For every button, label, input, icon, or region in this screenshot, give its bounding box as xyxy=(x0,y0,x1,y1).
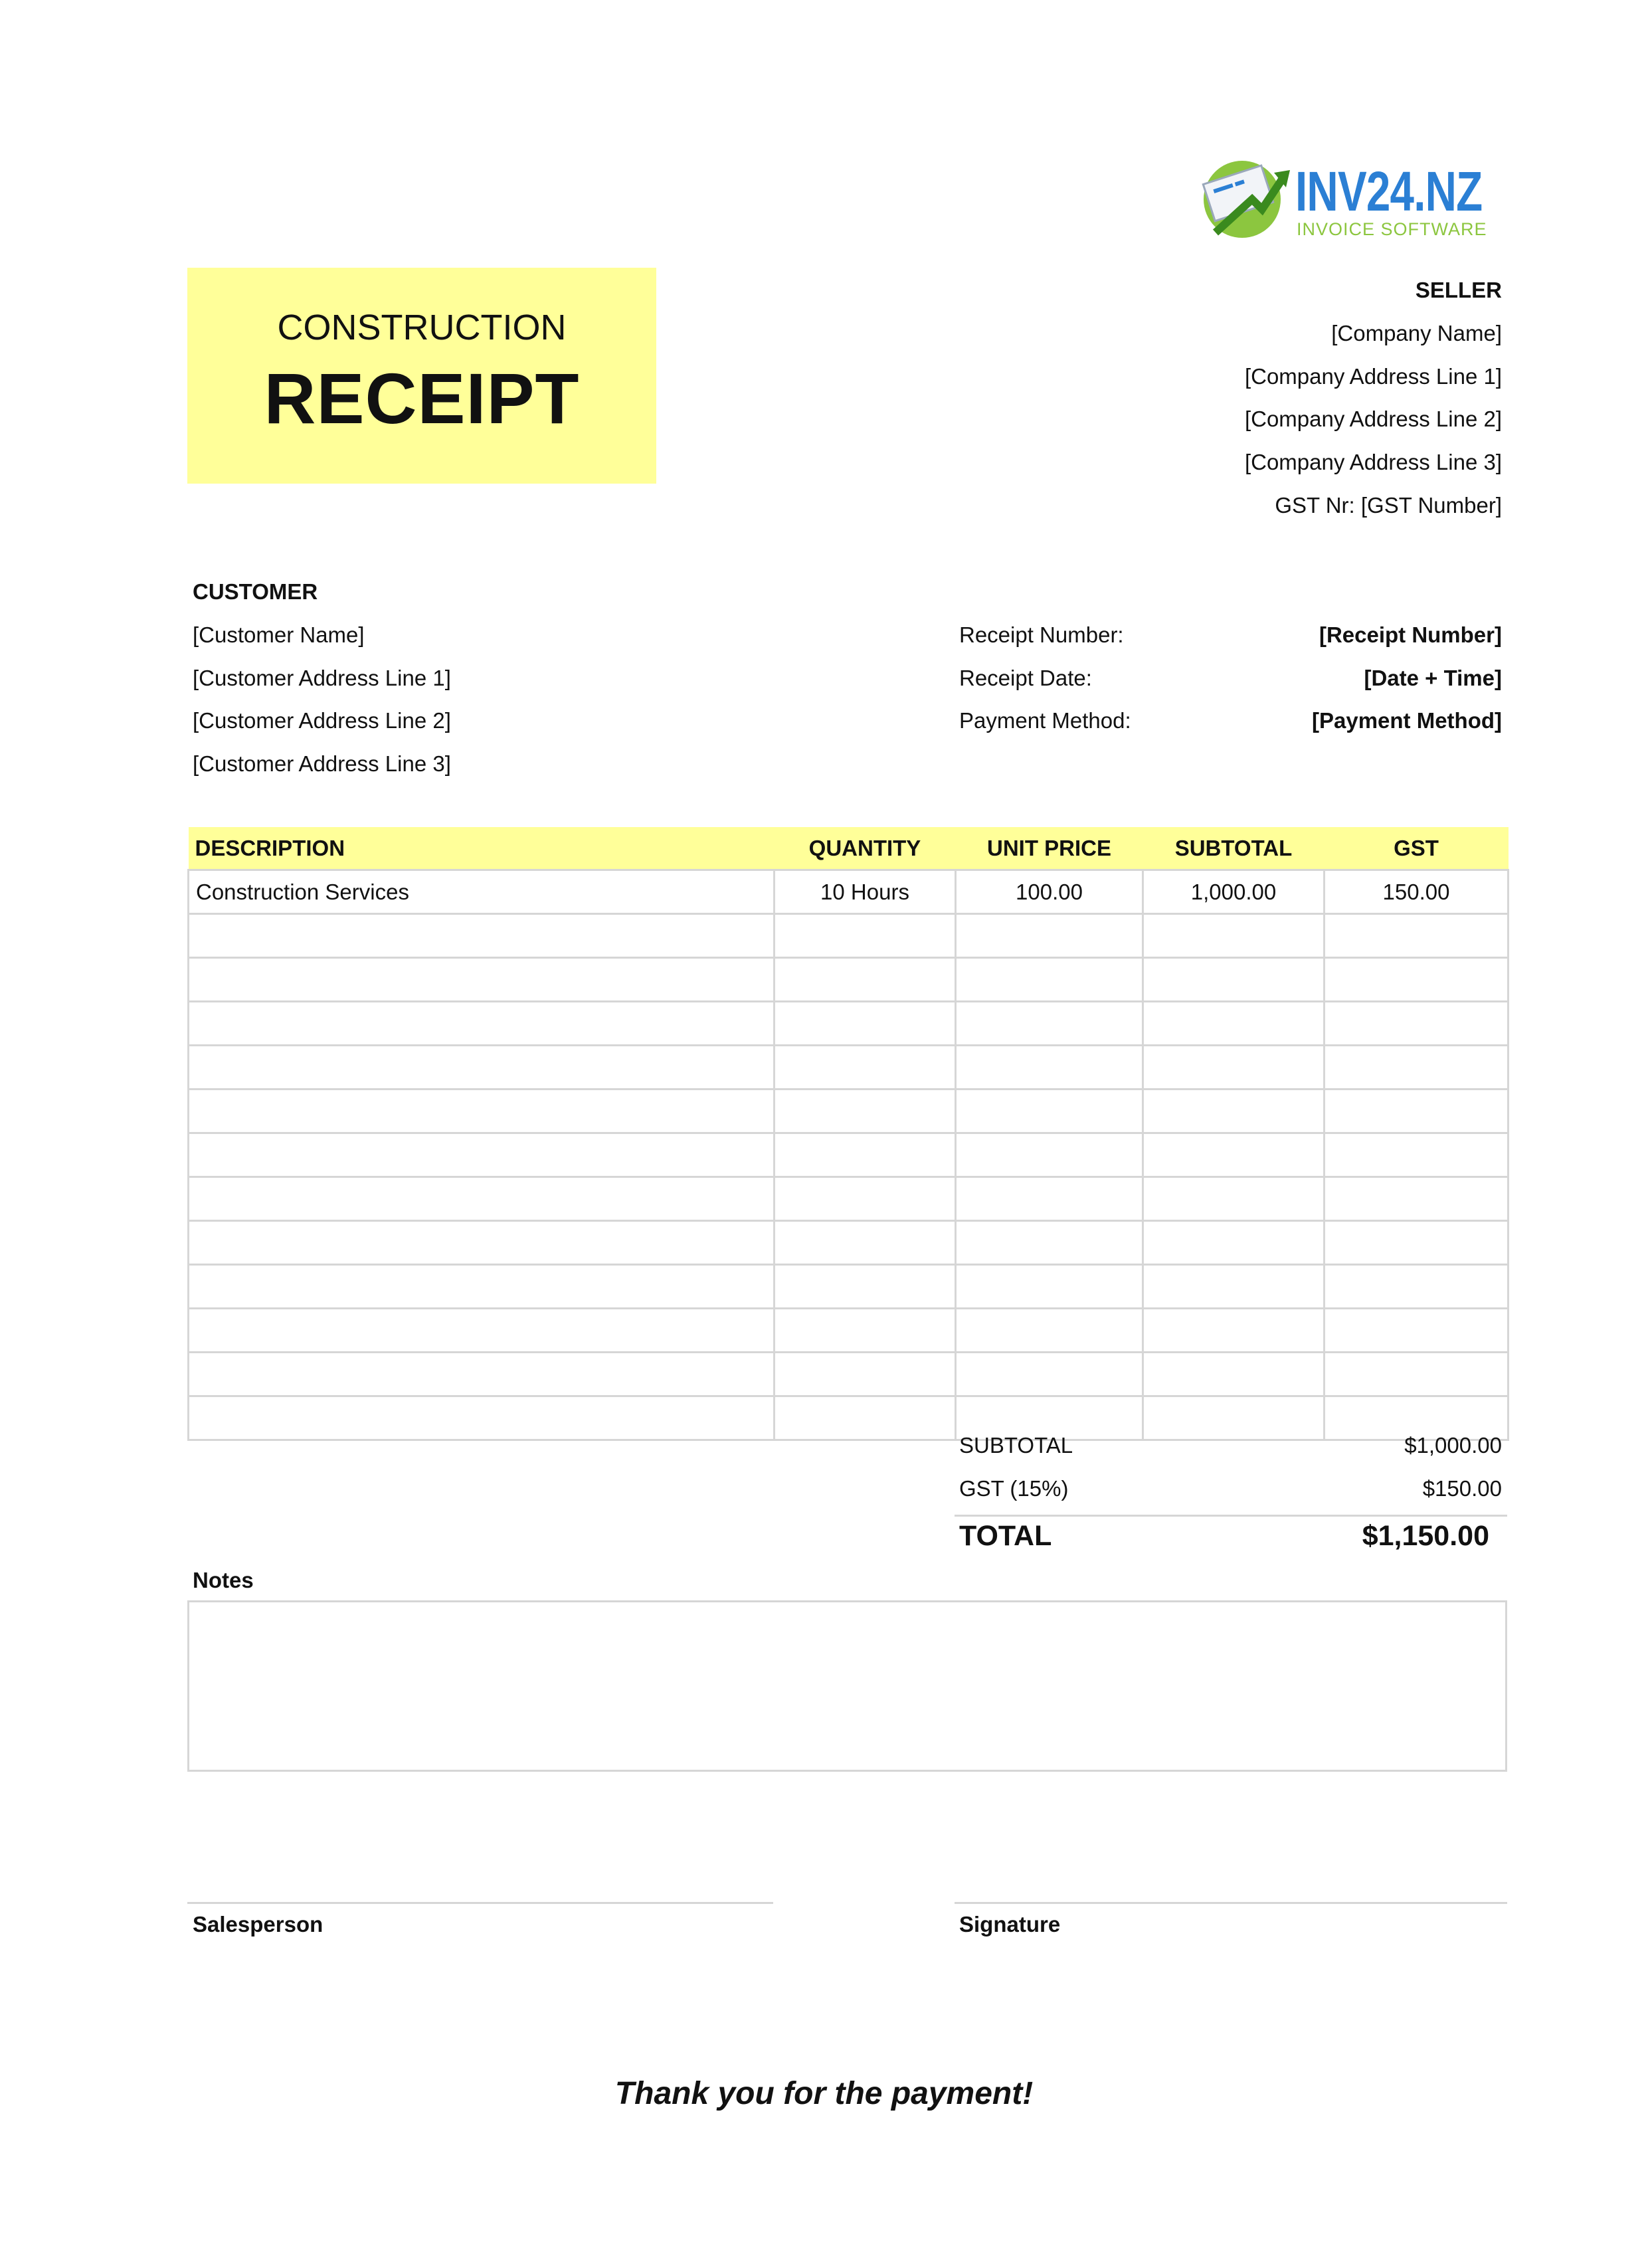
cell-subtotal xyxy=(1143,1221,1325,1265)
customer-name: [Customer Name] xyxy=(193,622,365,647)
cell-description xyxy=(189,1177,775,1221)
cell-description xyxy=(189,958,775,1002)
salesperson-line xyxy=(187,1902,773,1904)
cell-quantity xyxy=(775,1309,956,1353)
customer-heading: CUSTOMER xyxy=(193,579,318,604)
receipt-date-value: [Date + Time] xyxy=(1364,666,1502,690)
cell-quantity xyxy=(775,1265,956,1309)
cell-subtotal xyxy=(1143,1177,1325,1221)
subtotal-label: SUBTOTAL xyxy=(959,1433,1073,1458)
column-header-quantity: QUANTITY xyxy=(775,827,956,870)
customer-address-line-2: [Customer Address Line 2] xyxy=(193,708,451,733)
cell-subtotal xyxy=(1143,1133,1325,1177)
cell-subtotal xyxy=(1143,914,1325,958)
table-row-empty xyxy=(189,1265,1509,1309)
cell-gst xyxy=(1325,914,1509,958)
cell-gst xyxy=(1325,1046,1509,1089)
cell-quantity xyxy=(775,914,956,958)
cell-gst xyxy=(1325,1089,1509,1133)
cell-quantity xyxy=(775,1177,956,1221)
table-header-row xyxy=(189,827,1509,870)
cell-unit-price xyxy=(956,1089,1143,1133)
salesperson-label: Salesperson xyxy=(193,1912,323,1937)
payment-method-value: [Payment Method] xyxy=(1311,708,1502,733)
cell-gst: 150.00 xyxy=(1325,870,1509,914)
cell-gst xyxy=(1325,958,1509,1002)
seller-heading: SELLER xyxy=(1415,278,1502,302)
total-value: $1,150.00 xyxy=(1362,1520,1489,1552)
notes-label: Notes xyxy=(193,1568,254,1592)
cell-description xyxy=(189,1002,775,1046)
logo-wordmark: INV24.NZ xyxy=(1295,160,1483,223)
signature-label: Signature xyxy=(959,1912,1061,1937)
cell-quantity xyxy=(775,1353,956,1396)
cell-description xyxy=(189,1265,775,1309)
gst-label: GST (15%) xyxy=(959,1476,1069,1501)
cell-gst xyxy=(1325,1353,1509,1396)
cell-quantity xyxy=(775,1221,956,1265)
cell-quantity xyxy=(775,1046,956,1089)
receipt-number-label: Receipt Number: xyxy=(959,622,1124,647)
cell-subtotal xyxy=(1143,1089,1325,1133)
column-header-subtotal: SUBTOTAL xyxy=(1143,827,1325,870)
cell-gst xyxy=(1325,1002,1509,1046)
cell-description xyxy=(189,1309,775,1353)
column-header-gst: GST xyxy=(1325,827,1509,870)
cell-description xyxy=(189,1221,775,1265)
cell-unit-price xyxy=(956,1265,1143,1309)
table-row-empty xyxy=(189,1002,1509,1046)
cell-gst xyxy=(1325,1309,1509,1353)
cell-description xyxy=(189,1046,775,1089)
logo-tagline: INVOICE SOFTWARE xyxy=(1297,219,1487,239)
cell-description xyxy=(189,1396,775,1440)
cell-unit-price xyxy=(956,914,1143,958)
cell-subtotal xyxy=(1143,1002,1325,1046)
cell-quantity: 10 Hours xyxy=(775,870,956,914)
cell-quantity xyxy=(775,958,956,1002)
cell-subtotal xyxy=(1143,1309,1325,1353)
cell-quantity xyxy=(775,1002,956,1046)
cell-unit-price: 100.00 xyxy=(956,870,1143,914)
table-row-empty xyxy=(189,1046,1509,1089)
table-row-empty xyxy=(189,1177,1509,1221)
cell-unit-price xyxy=(956,958,1143,1002)
notes-box[interactable] xyxy=(187,1600,1507,1772)
thank-you-message: Thank you for the payment! xyxy=(614,2076,1034,2111)
cell-subtotal xyxy=(1143,958,1325,1002)
cell-unit-price xyxy=(956,1133,1143,1177)
table-row-empty xyxy=(189,1133,1509,1177)
document-subtitle: CONSTRUCTION xyxy=(277,308,567,347)
table-row-empty xyxy=(189,1221,1509,1265)
cell-quantity xyxy=(775,1089,956,1133)
cell-gst xyxy=(1325,1265,1509,1309)
column-header-description: DESCRIPTION xyxy=(189,827,775,870)
total-label: TOTAL xyxy=(959,1520,1052,1552)
cell-gst xyxy=(1325,1177,1509,1221)
cell-unit-price xyxy=(956,1177,1143,1221)
column-header-unit-price: UNIT PRICE xyxy=(956,827,1143,870)
table-row-empty xyxy=(189,1309,1509,1353)
table-row xyxy=(189,870,1509,914)
seller-gst-number: GST Nr: [GST Number] xyxy=(1275,493,1502,518)
cell-description xyxy=(189,1133,775,1177)
cell-description xyxy=(189,1089,775,1133)
cell-gst xyxy=(1325,1221,1509,1265)
table-row-empty xyxy=(189,914,1509,958)
customer-address-line-1: [Customer Address Line 1] xyxy=(193,666,451,690)
signature-line xyxy=(955,1902,1507,1904)
cell-subtotal: 1,000.00 xyxy=(1143,870,1325,914)
cell-quantity xyxy=(775,1133,956,1177)
customer-address-line-3: [Customer Address Line 3] xyxy=(193,751,451,776)
seller-address-line-1: [Company Address Line 1] xyxy=(1244,364,1502,389)
gst-value: $150.00 xyxy=(1422,1476,1502,1501)
cell-description: Construction Services xyxy=(189,870,775,914)
cell-subtotal xyxy=(1143,1265,1325,1309)
table-row-empty xyxy=(189,958,1509,1002)
cell-unit-price xyxy=(956,1353,1143,1396)
subtotal-value: $1,000.00 xyxy=(1404,1433,1502,1458)
cell-gst xyxy=(1325,1133,1509,1177)
cell-unit-price xyxy=(956,1309,1143,1353)
cell-unit-price xyxy=(956,1002,1143,1046)
cell-unit-price xyxy=(956,1221,1143,1265)
seller-company-name: [Company Name] xyxy=(1331,321,1502,345)
payment-method-label: Payment Method: xyxy=(959,708,1131,733)
cell-subtotal xyxy=(1143,1046,1325,1089)
table-row-empty xyxy=(189,1353,1509,1396)
cell-subtotal xyxy=(1143,1353,1325,1396)
line-items-table xyxy=(187,827,1509,1441)
totals-divider xyxy=(955,1515,1507,1517)
seller-address-line-3: [Company Address Line 3] xyxy=(1244,450,1502,474)
cell-unit-price xyxy=(956,1046,1143,1089)
document-title: RECEIPT xyxy=(264,358,580,438)
table-row-empty xyxy=(189,1089,1509,1133)
cell-description xyxy=(189,914,775,958)
seller-address-line-2: [Company Address Line 2] xyxy=(1244,407,1502,431)
receipt-number-value: [Receipt Number] xyxy=(1319,622,1502,647)
receipt-date-label: Receipt Date: xyxy=(959,666,1092,690)
cell-description xyxy=(189,1353,775,1396)
